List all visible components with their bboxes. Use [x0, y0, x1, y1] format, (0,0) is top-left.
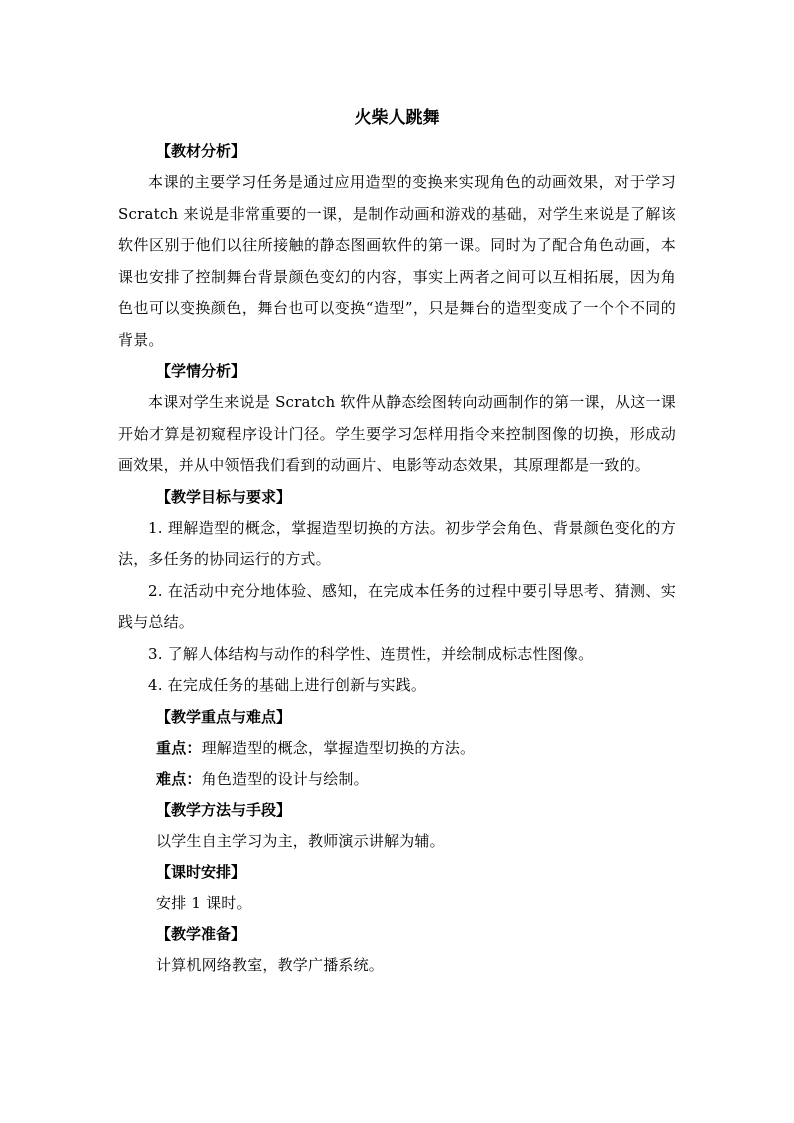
- section-methods: [118, 795, 676, 857]
- section-heading-students: 【学情分析】: [156, 362, 247, 380]
- section-heading-analysis: 【教材分析】: [156, 142, 247, 160]
- section-text-methods: 以学生自主学习为主，教师演示讲解为辅。: [156, 831, 445, 850]
- section-heading-goals: 【教学目标与要求】: [156, 487, 292, 506]
- section-preparation: [118, 919, 676, 981]
- section-heading-keypoints: 【教学重点与难点】: [156, 707, 292, 726]
- section-students: [118, 356, 676, 482]
- focus-line: [118, 733, 676, 764]
- section-text-analysis: 本课的主要学习任务是通过应用造型的变换来实现角色的动画效果，对于学习 Scratch 来说是非常重要的一课，是制作动画和游戏的基础，对学生来说是了解该软件区别于他们以往所接触的静态图画软件的第一课。同时为了配合角色动画，本课也安排了控制舞台背景颜色变幻的内容，事实上两者之间可以互相拓展，因为角色也可以变换颜色，舞台也可以变换“造型”，只是舞台的造型变成了一个个不同的背景。: [118, 173, 676, 349]
- goal-item-1: 1. 理解造型的概念，掌握造型切换的方法。初步学会角色、背景颜色变化的方法，多任务的协同运行的方式。: [118, 518, 676, 568]
- difficulty-text: 角色造型的设计与绘制。: [201, 769, 369, 788]
- section-analysis: [118, 136, 676, 356]
- goal-item-3: 3. 了解人体结构与动作的科学性、连贯性，并绘制成标志性图像。: [148, 644, 594, 663]
- section-text-schedule: 安排 1 课时。: [156, 893, 252, 912]
- document-page: [118, 100, 676, 981]
- section-text-students: 本课对学生来说是 Scratch 软件从静态绘图转向动画制作的第一课，从这一课开始才算是初窥程序设计门径。学生要学习怎样用指令来控制图像的切换，形成动画效果，并从中领悟我们看到的动画片、电影等动态效果，其原理都是一致的。: [118, 393, 676, 474]
- difficulty-label: 难点：: [156, 769, 202, 788]
- section-heading-schedule: 【课时安排】: [156, 862, 247, 881]
- document-title: 火柴人跳舞: [354, 108, 440, 128]
- section-schedule: [118, 857, 676, 919]
- section-heading-methods: 【教学方法与手段】: [156, 800, 292, 819]
- focus-text: 理解造型的概念，掌握造型切换的方法。: [201, 738, 476, 757]
- section-goals: [118, 482, 676, 702]
- section-text-preparation: 计算机网络教室，教学广播系统。: [156, 955, 385, 974]
- goal-item-4: 4. 在完成任务的基础上进行创新与实践。: [148, 676, 427, 694]
- section-keypoints: [118, 702, 676, 795]
- section-heading-preparation: 【教学准备】: [156, 924, 247, 943]
- goal-item-2: 2. 在活动中充分地体验、感知，在完成本任务的过程中要引导思考、猜测、实践与总结。: [118, 581, 676, 631]
- difficulty-line: [118, 764, 676, 795]
- focus-label: 重点：: [156, 738, 202, 757]
